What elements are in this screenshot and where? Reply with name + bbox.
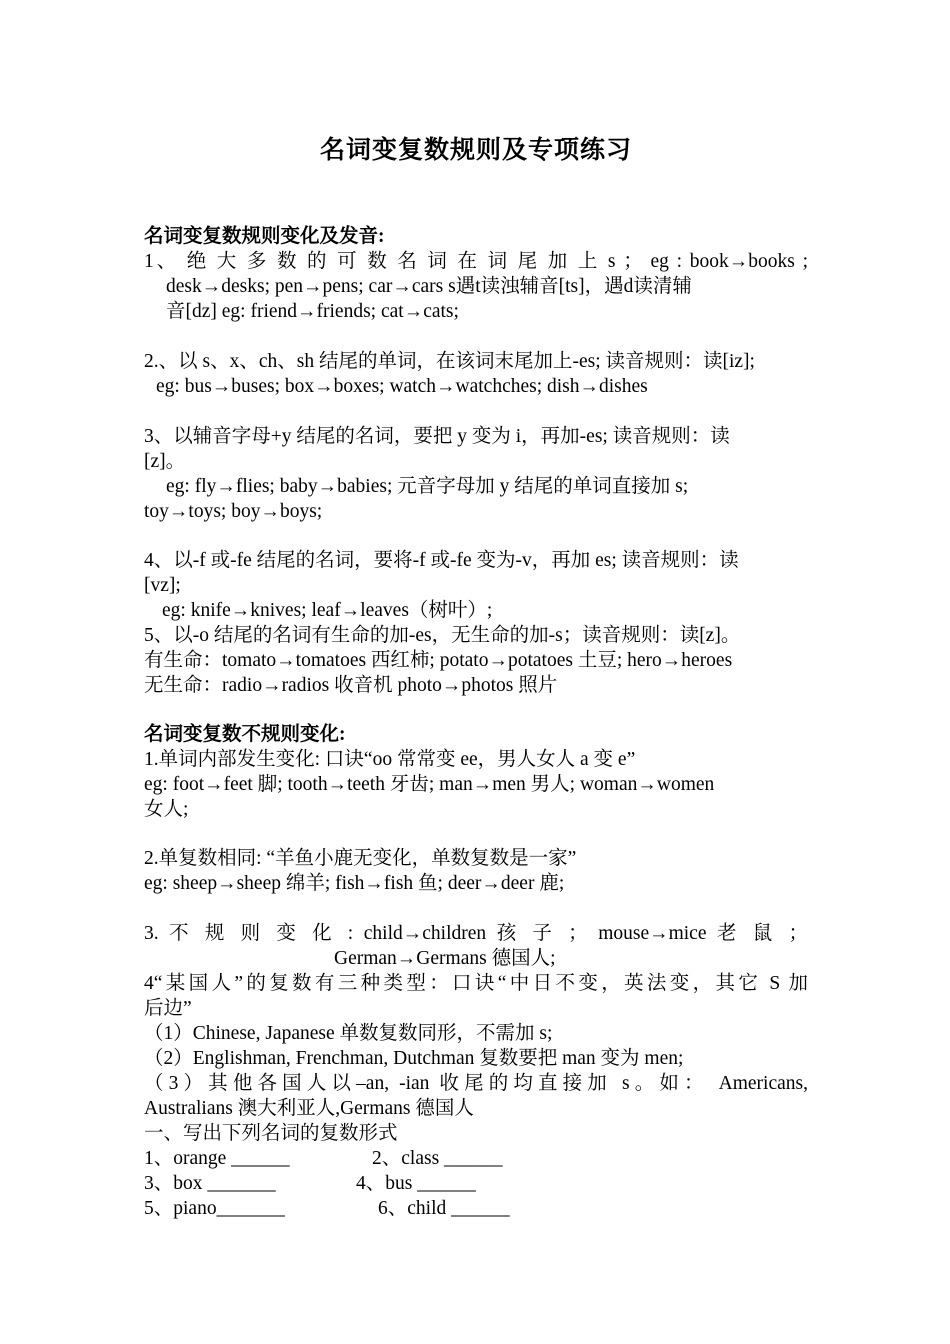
exercise-item-6[interactable]: 6、child ______ xyxy=(378,1198,510,1219)
nationality-type-3-line-2: Australians 澳大利亚人,Germans 德国人 xyxy=(144,1098,474,1119)
rule-5-line-3: 无生命：radio→radios 收音机 photo→photos 照片 xyxy=(144,675,558,696)
nationality-line-1: 4“某国人”的复数有三种类型：口诀“中日不变，英法变，其它 S 加 xyxy=(144,973,808,994)
section-heading-regular: 名词变复数规则变化及发音: xyxy=(144,226,385,247)
irregular-1-line-1: 1.单词内部发生变化: 口诀“oo 常常变 ee，男人女人 a 变 e” xyxy=(144,749,636,770)
page-title: 名词变复数规则及专项练习 xyxy=(319,137,632,164)
rule-4-line-1: 4、以-f 或-fe 结尾的名词，要将-f 或-fe 变为-v，再加 es; 读音规则：读 xyxy=(144,550,739,571)
rule-3-line-1: 3、以辅音字母+y 结尾的名词，要把 y 变为 i，再加-es; 读音规则：读 xyxy=(144,426,730,447)
rule-2-line-2: eg: bus→buses; box→boxes; watch→watchches; dish→dishes xyxy=(156,376,648,397)
exercise-item-1[interactable]: 1、orange ______ xyxy=(144,1148,290,1169)
rule-4-line-2: [vz]; xyxy=(144,575,181,596)
irregular-3-line-2: German→Germans 德国人; xyxy=(334,948,556,969)
irregular-1-line-3: 女人; xyxy=(144,799,189,820)
exercise-heading: 一、写出下列名词的复数形式 xyxy=(144,1123,398,1144)
nationality-type-3-line-1: （3）其他各国人以–an, -ian 收尾的均直接加 s。如： Americans, xyxy=(144,1073,808,1094)
irregular-2-line-1: 2.单复数相同: “羊鱼小鹿无变化，单数复数是一家” xyxy=(144,848,577,869)
nationality-type-1: （1）Chinese, Japanese 单数复数同形，不需加 s; xyxy=(144,1023,553,1044)
rule-1-line-1: 1、 绝 大 多 数 的 可 数 名 词 在 词 尾 加 上 s ； eg : book→books ; xyxy=(144,251,808,272)
rule-1-line-2: desk→desks; pen→pens; car→cars s遇t读浊辅音[ts]，遇d读清辅 xyxy=(166,276,692,297)
rule-3-line-2: [z]。 xyxy=(144,451,186,472)
rule-1-line-3: 音[dz] eg: friend→friends; cat→cats; xyxy=(166,301,459,322)
rule-3-line-3: eg: fly→flies; baby→babies; 元音字母加 y 结尾的单词直接加 s; xyxy=(166,476,689,497)
exercise-item-4[interactable]: 4、bus ______ xyxy=(356,1173,476,1194)
exercise-item-2[interactable]: 2、class ______ xyxy=(372,1148,503,1169)
nationality-line-2: 后边” xyxy=(144,998,192,1019)
exercise-item-3[interactable]: 3、box _______ xyxy=(144,1173,276,1194)
rule-2-line-1: 2.、以 s、x、ch、sh 结尾的单词，在该词末尾加上-es; 读音规则：读[iz]; xyxy=(144,351,755,372)
section-heading-irregular: 名词变复数不规则变化: xyxy=(144,724,346,745)
exercise-item-5[interactable]: 5、piano_______ xyxy=(144,1198,285,1219)
rule-3-line-4: toy→toys; boy→boys; xyxy=(144,501,323,522)
irregular-1-line-2: eg: foot→feet 脚; tooth→teeth 牙齿; man→men 男人; woman→women xyxy=(144,774,715,795)
rule-5-line-2: 有生命：tomato→tomatoes 西红柿; potato→potatoes 土豆; hero→heroes xyxy=(144,650,733,671)
irregular-3-line-1: 3. 不 规 则 变 化 : child→children 孩 子 ； mouse→mice 老 鼠 ； xyxy=(144,923,808,944)
irregular-2-line-2: eg: sheep→sheep 绵羊; fish→fish 鱼; deer→deer 鹿; xyxy=(144,873,565,894)
nationality-type-2: （2）Englishman, Frenchman, Dutchman 复数要把 man 变为 men; xyxy=(144,1048,684,1069)
rule-5-line-1: 5、以-o 结尾的名词有生命的加-es，无生命的加-s；读音规则：读[z]。 xyxy=(144,625,741,646)
rule-4-line-3: eg: knife→knives; leaf→leaves（树叶）; xyxy=(162,600,493,621)
